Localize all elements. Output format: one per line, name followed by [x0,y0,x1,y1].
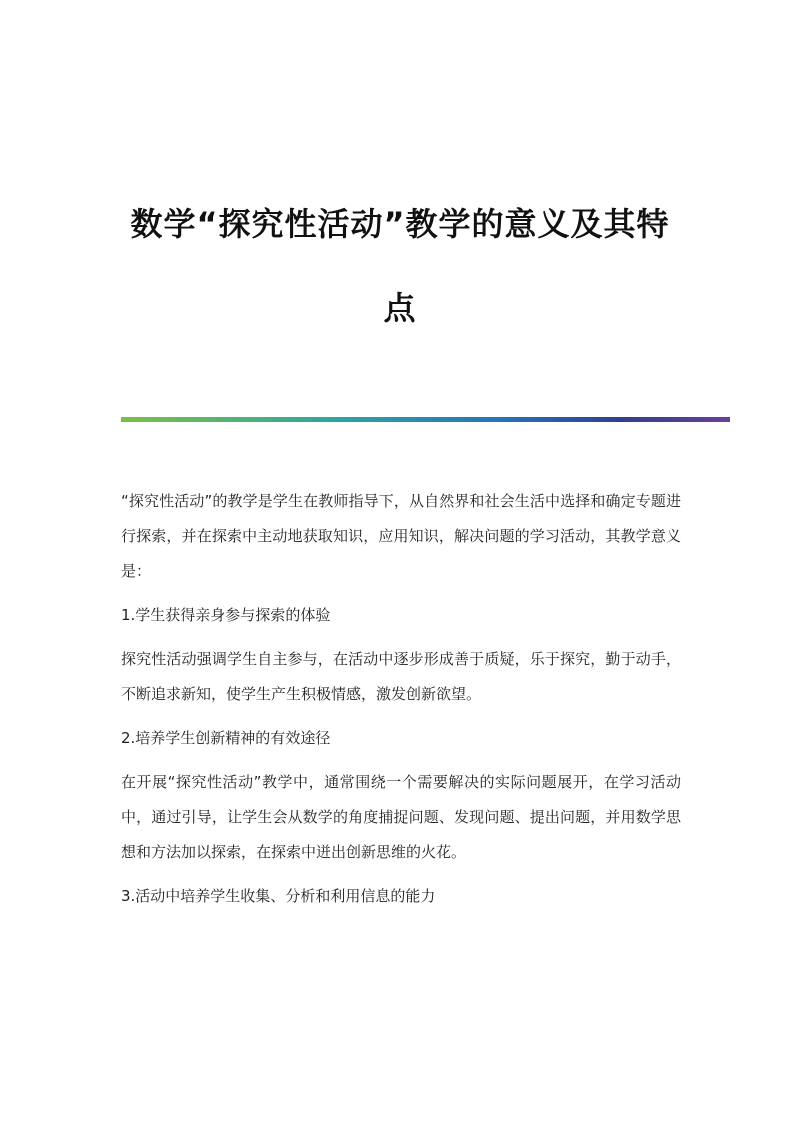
gradient-divider [121,417,730,422]
intro-paragraph: “探究性活动”的教学是学生在教师指导下，从自然界和社会生活中选择和确定专题进行探索，并在探索中主动地获取知识，应用知识，解决问题的学习活动，其教学意义是： [121,492,681,580]
section-heading-2: 2.培养学生创新精神的有效途径 [121,729,331,747]
title-line-1: 数学“探究性活动”教学的意义及其特 [130,205,670,243]
section-heading-1: 1.学生获得亲身参与探索的体验 [121,606,331,624]
section-paragraph-1: 探究性活动强调学生自主参与，在活动中逐步形成善于质疑，乐于探究，勤于动手，不断追求新知，使学生产生积极情感，激发创新欲望。 [121,650,681,703]
section-paragraph-2: 在开展“探究性活动”教学中，通常围绕一个需要解决的实际问题展开，在学习活动中，通过引导，让学生会从数学的角度捕捉问题、发现问题、提出问题，并用数学思想和方法加以探索，在探索中迸出创新思维的火花。 [121,773,681,861]
title-line-2: 点 [383,289,417,327]
document-title [100,182,700,350]
document-body [121,484,681,923]
section-heading-3: 3.活动中培养学生收集、分析和利用信息的能力 [121,887,436,905]
